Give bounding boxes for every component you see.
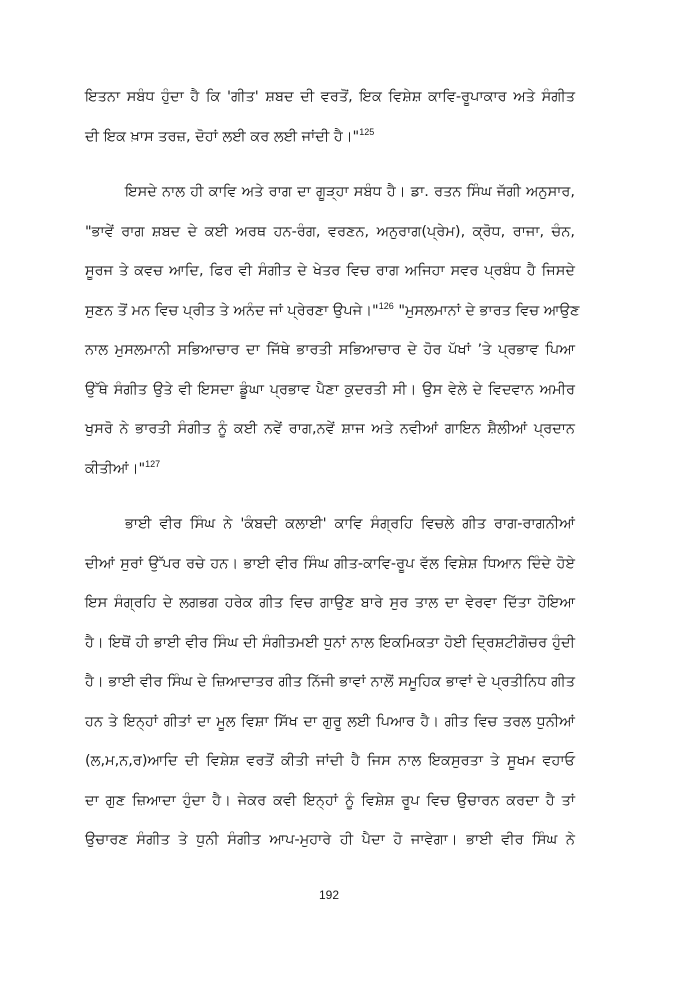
text-line: ਇਸਦੇ ਨਾਲ ਹੀ ਕਾਵਿ ਅਤੇ ਰਾਗ ਦਾ ਗੂੜ੍ਹਾ ਸਬੰਧ ਹੈ। ਡਾ. ਰਤਨ ਸਿੰਘ ਜੱਗੀ ਅਨੁਸਾਰ, [125,184,575,200]
text-line [85,456,575,496]
text-line [85,298,580,338]
text-line: ਨਾਲ ਮੁਸਲਮਾਨੀ ਸਭਿਆਚਾਰ ਦਾ ਜਿੱਥੇ ਭਾਰਤੀ ਸਭਿਆਚਾਰ ਦੇ ਹੋਰ ਪੱਖਾਂ ’ਤੇ ਪ੍ਰਭਾਵ ਪਿਆ [85,342,575,358]
text-line: ਇਤਨਾ ਸਬੰਧ ਹੁੰਦਾ ਹੈ ਕਿ 'ਗੀਤ' ਸ਼ਬਦ ਦੀ ਵਰਤੋਂ, ਇਕ ਵਿਸ਼ੇਸ਼ ਕਾਵਿ-ਰੂਪਾਕਾਰ ਅਤੇ ਸੰਗੀਤ [85,89,575,105]
text-line: ਉੱਥੇ ਸੰਗੀਤ ਉਤੇ ਵੀ ਇਸਦਾ ਡੂੰਘਾ ਪ੍ਰਭਾਵ ਪੈਣਾ ਕੁਦਰਤੀ ਸੀ। ਉਸ ਵੇਲੇ ਦੇ ਵਿਦਵਾਨ ਅਮੀਰ [85,381,575,398]
line-text: ਕੀਤੀਆਂ।" [85,460,146,477]
text-line: ਦੀਆਂ ਸੁਰਾਂ ਉੱਪਰ ਰਚੇ ਹਨ। ਭਾਈ ਵੀਰ ਸਿੰਘ ਗੀਤ-ਕਾਵਿ-ਰੂਪ ਵੱਲ ਵਿਸ਼ੇਸ਼ ਧਿਆਨ ਦਿੰਦੇ ਹੋਏ [85,555,575,572]
paragraph-3 [85,511,575,867]
text-line: ਹੈ। ਇਥੋਂ ਹੀ ਭਾਈ ਵੀਰ ਸਿੰਘ ਦੀ ਸੰਗੀਤਮਈ ਧੁਨਾਂ ਨਾਲ ਇਕਮਿਕਤਾ ਹੋਈ ਦ੍ਰਿਸ਼ਟੀਗੋਚਰ ਹੁੰਦੀ [85,634,575,651]
line-text: ਦੀ ਇਕ ਖ਼ਾਸ ਤਰਜ਼, ਦੋਹਾਂ ਲਈ ਕਰ ਲਈ ਜਾਂਦੀ ਹੈ।" [85,128,360,145]
text-line: ਉਚਾਰਣ ਸੰਗੀਤ ਤੇ ਧੁਨੀ ਸੰਗੀਤ ਆਪ-ਮੁਹਾਰੇ ਹੀ ਪੈਦਾ ਹੋ ਜਾਵੇਗਾ। ਭਾਈ ਵੀਰ ਸਿੰਘ ਨੇ [85,832,575,848]
footnote-marker: 126 [378,300,394,311]
text-line [85,124,575,164]
text-line: ਸੂਰਜ ਤੇ ਕਵਚ ਆਦਿ, ਫਿਰ ਵੀ ਸੰਗੀਤ ਦੇ ਖੇਤਰ ਵਿਚ ਰਾਗ ਅਜਿਹਾ ਸਵਰ ਪ੍ਰਬੰਧ ਹੈ ਜਿਸਦੇ [85,263,575,279]
body-text [85,84,580,883]
text-line: ਦਾ ਗੁਣ ਜ਼ਿਆਦਾ ਹੁੰਦਾ ਹੈ। ਜੇਕਰ ਕਵੀ ਇਨ੍ਹਾਂ ਨੂੰ ਵਿਸ਼ੇਸ਼ ਰੂਪ ਵਿਚ ਉਚਾਰਨ ਕਰਦਾ ਹੈ ਤਾਂ [85,792,575,809]
paragraph-2 [85,179,580,495]
page-number: 192 [318,888,340,902]
line-text: "ਮੁਸਲਮਾਨਾਂ ਦੇ ਭਾਰਤ ਵਿਚ ਆਉਣ [393,302,580,319]
line-text: ਸੁਣਨ ਤੋਂ ਮਨ ਵਿਚ ਪ੍ਰੀਤ ਤੇ ਅਨੰਦ ਜਾਂ ਪ੍ਰੇਰਣਾ ਉਪਜੇ।" [85,302,379,319]
text-line: "ਭਾਵੇਂ ਰਾਗ ਸ਼ਬਦ ਦੇ ਕਈ ਅਰਥ ਹਨ-ਰੰਗ, ਵਰਣਨ, ਅਨੁਰਾਗ(ਪ੍ਰੇਮ), ਕ੍ਰੋਧ, ਰਾਜਾ, ਚੰਨ, [85,223,575,240]
footnote-marker: 125 [359,126,375,137]
paragraph-1 [85,84,575,163]
text-line: ਹਨ ਤੇ ਇਨ੍ਹਾਂ ਗੀਤਾਂ ਦਾ ਮੂਲ ਵਿਸ਼ਾ ਸਿੱਖ ਦਾ ਗੁਰੂ ਲਈ ਪਿਆਰ ਹੈ। ਗੀਤ ਵਿਚ ਤਰਲ ਧੁਨੀਆਂ [85,713,575,730]
text-line: ਇਸ ਸੰਗ੍ਰਹਿ ਦੇ ਲਗਭਗ ਹਰੇਕ ਗੀਤ ਵਿਚ ਗਾਉਣ ਬਾਰੇ ਸੁਰ ਤਾਲ ਦਾ ਵੇਰਵਾ ਦਿੱਤਾ ਹੋਇਆ [85,595,575,611]
text-line: ਭਾਈ ਵੀਰ ਸਿੰਘ ਨੇ 'ਕੰਬਦੀ ਕਲਾਈ' ਕਾਵਿ ਸੰਗ੍ਰਹਿ ਵਿਚਲੇ ਗੀਤ ਰਾਗ-ਰਾਗਨੀਆਂ [125,516,575,532]
text-line: ਖੁਸਰੋ ਨੇ ਭਾਰਤੀ ਸੰਗੀਤ ਨੂੰ ਕਈ ਨਵੇਂ ਰਾਗ,ਨਵੇਂ ਸ਼ਾਜ ਅਤੇ ਨਵੀਆਂ ਗਾਇਨ ਸ਼ੈਲੀਆਂ ਪ੍ਰਦਾਨ [85,421,575,437]
footnote-marker: 127 [145,458,161,469]
text-line: ਹੈ। ਭਾਈ ਵੀਰ ਸਿੰਘ ਦੇ ਜ਼ਿਆਦਾਤਰ ਗੀਤ ਨਿੱਜੀ ਭਾਵਾਂ ਨਾਲੋਂ ਸਮੂਹਿਕ ਭਾਵਾਂ ਦੇ ਪ੍ਰਤੀਨਿਧ ਗੀਤ [85,674,575,690]
text-line: (ਲ,ਮ,ਨ,ਰ)ਆਦਿ ਦੀ ਵਿਸ਼ੇਸ਼ ਵਰਤੋਂ ਕੀਤੀ ਜਾਂਦੀ ਹੈ ਜਿਸ ਨਾਲ ਇਕਸੁਰਤਾ ਤੇ ਸੂਖਮ ਵਹਾਓ [85,753,575,769]
